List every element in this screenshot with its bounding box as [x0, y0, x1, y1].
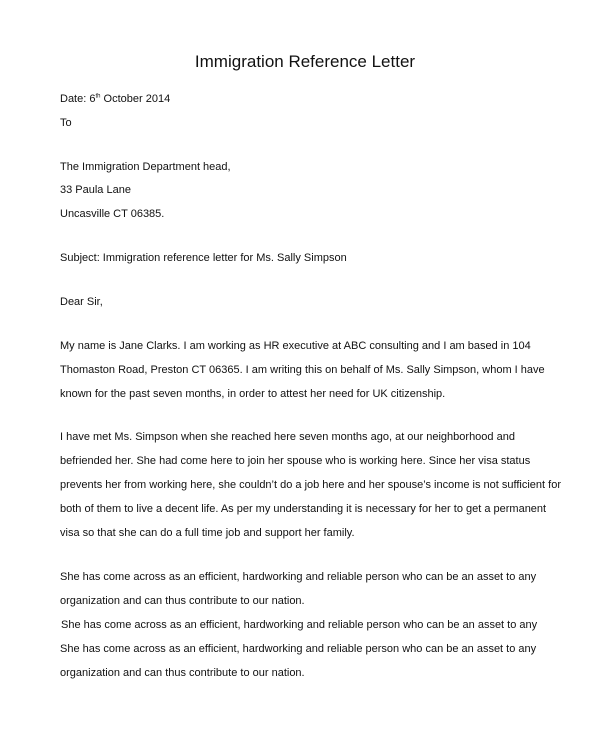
paragraph-3-line: She has come across as an efficient, hardworking and reliable person who can be an asset to any: [61, 619, 538, 631]
paragraph-1-line: Thomaston Road, Preston CT 06365. I am writing this on behalf of Ms. Sally Simpson, whom I have: [60, 364, 545, 376]
date-prefix: Date: 6: [60, 93, 96, 105]
paragraph-1: [60, 334, 550, 406]
date-suffix: October 2014: [100, 93, 171, 105]
salutation: Dear Sir,: [60, 296, 103, 308]
subject-line: Subject: Immigration reference letter for Ms. Sally Simpson: [60, 252, 347, 264]
paragraph-3-line: organization and can thus contribute to our nation.: [60, 667, 305, 679]
paragraph-1-line: My name is Jane Clarks. I am working as HR executive at ABC consulting and I am based in 104: [60, 340, 531, 352]
paragraph-2-line: prevents her from working here, she couldn’t do a job here and her spouse’s income is not sufficient for: [60, 479, 561, 491]
paragraph-3: [60, 565, 550, 685]
paragraph-3-line: She has come across as an efficient, hardworking and reliable person who can be an asset to any: [60, 571, 537, 583]
paragraph-3-line: She has come across as an efficient, hardworking and reliable person who can be an asset to any: [60, 643, 537, 655]
paragraph-3-line: organization and can thus contribute to our nation.: [60, 595, 305, 607]
paragraph-1-line: known for the past seven months, in order to attest her need for UK citizenship.: [60, 388, 446, 400]
date-superscript: th: [95, 93, 101, 100]
recipient-line-2: 33 Paula Lane: [60, 184, 131, 196]
to-line: To: [60, 117, 72, 129]
paragraph-2-line: both of them to live a decent life. As per my understanding it is necessary for her to get a permanent: [60, 503, 547, 515]
date-line: [60, 92, 170, 106]
paragraph-2: [60, 425, 561, 545]
document-title: Immigration Reference Letter: [194, 52, 416, 71]
recipient-line-1: The Immigration Department head,: [60, 161, 231, 173]
paragraph-2-line: visa so that she can do a full time job and support her family.: [60, 527, 355, 539]
paragraph-2-line: befriended her. She had come here to join her spouse who is working here. Since her visa status: [60, 455, 531, 467]
paragraph-2-line: I have met Ms. Simpson when she reached here seven months ago, at our neighborhood and: [60, 431, 515, 443]
recipient-line-3: Uncasville CT 06385.: [60, 208, 165, 220]
